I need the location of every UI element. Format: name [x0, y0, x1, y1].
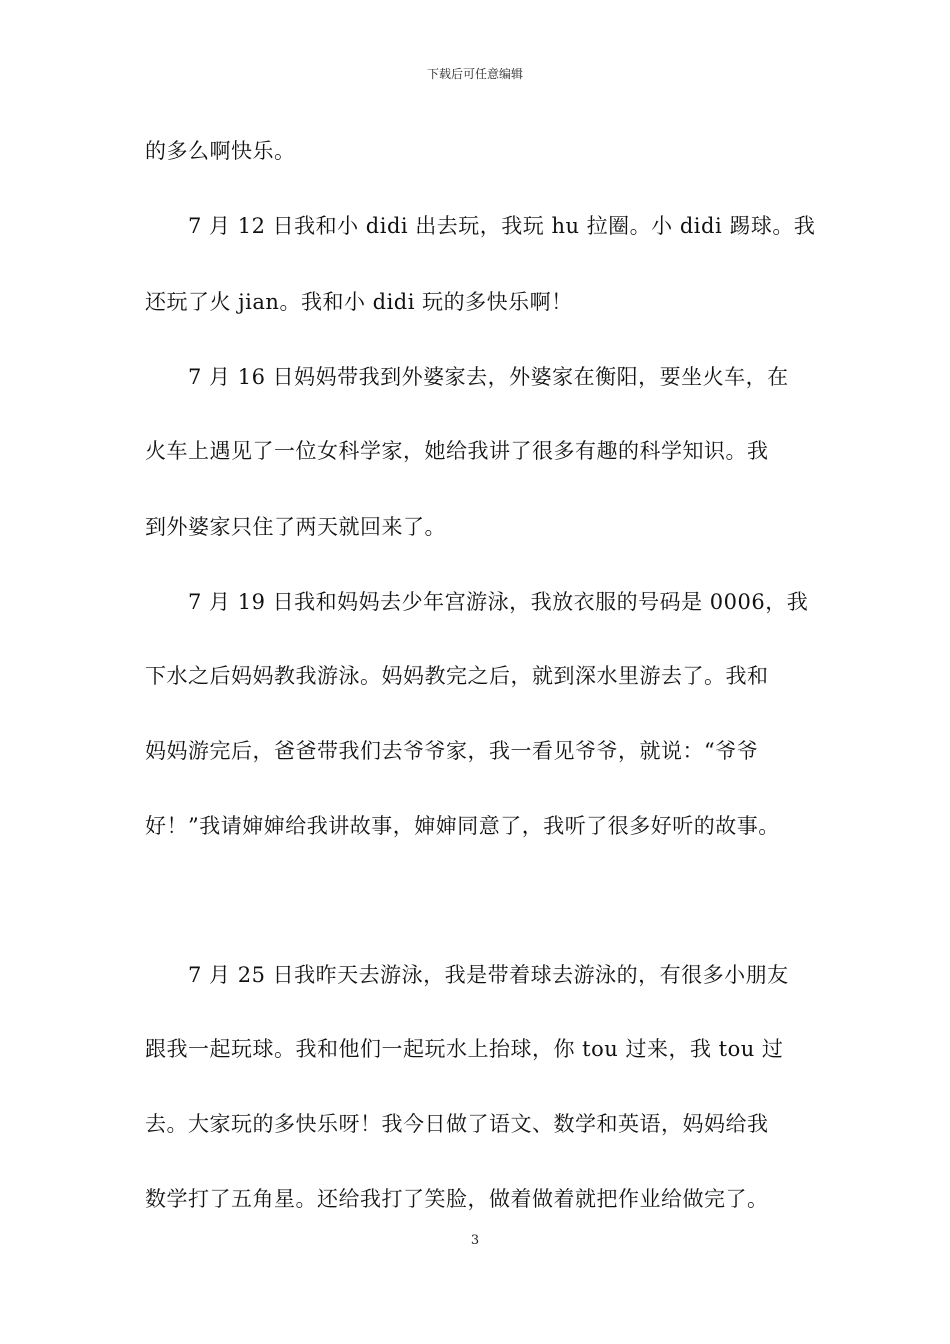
paragraph-first-line: 7 月 16 日妈妈带我到外婆家去，外婆家在衡阳，要坐火车，在	[188, 365, 789, 389]
paragraph-first-line: 7 月 25 日我昨天去游泳，我是带着球去游泳的，有很多小朋友	[188, 963, 789, 987]
text-line: 好！”我请婶婶给我讲故事，婶婶同意了，我听了很多好听的故事。	[145, 814, 780, 838]
text-line: 还玩了火 jian。我和小 didi 玩的多快乐啊！	[145, 290, 573, 314]
text-line: 去。大家玩的多快乐呀！我今日做了语文、数学和英语，妈妈给我	[145, 1112, 769, 1136]
text-line: 的多么啊快乐。	[145, 139, 296, 163]
paragraph-first-line: 7 月 12 日我和小 didi 出去玩，我玩 hu 拉圈。小 didi 踢球。我	[188, 214, 816, 238]
page-number: 3	[470, 1233, 480, 1248]
text-line: 数学打了五角星。还给我打了笑脸，做着做着就把作业给做完了。	[145, 1187, 769, 1211]
page-header: 下载后可任意编辑	[426, 67, 523, 81]
text-line: 跟我一起玩球。我和他们一起玩水上抬球，你 tou 过来，我 tou 过	[145, 1037, 784, 1061]
text-line: 到外婆家只住了两天就回来了。	[145, 515, 446, 539]
text-line: 妈妈游完后，爸爸带我们去爷爷家，我一看见爷爷，就说：“爷爷	[145, 739, 759, 763]
paragraph-first-line: 7 月 19 日我和妈妈去少年宫游泳，我放衣服的号码是 0006，我	[188, 590, 809, 614]
text-line: 下水之后妈妈教我游泳。妈妈教完之后，就到深水里游去了。我和	[145, 664, 769, 688]
text-line: 火车上遇见了一位女科学家，她给我讲了很多有趣的科学知识。我	[145, 439, 769, 463]
